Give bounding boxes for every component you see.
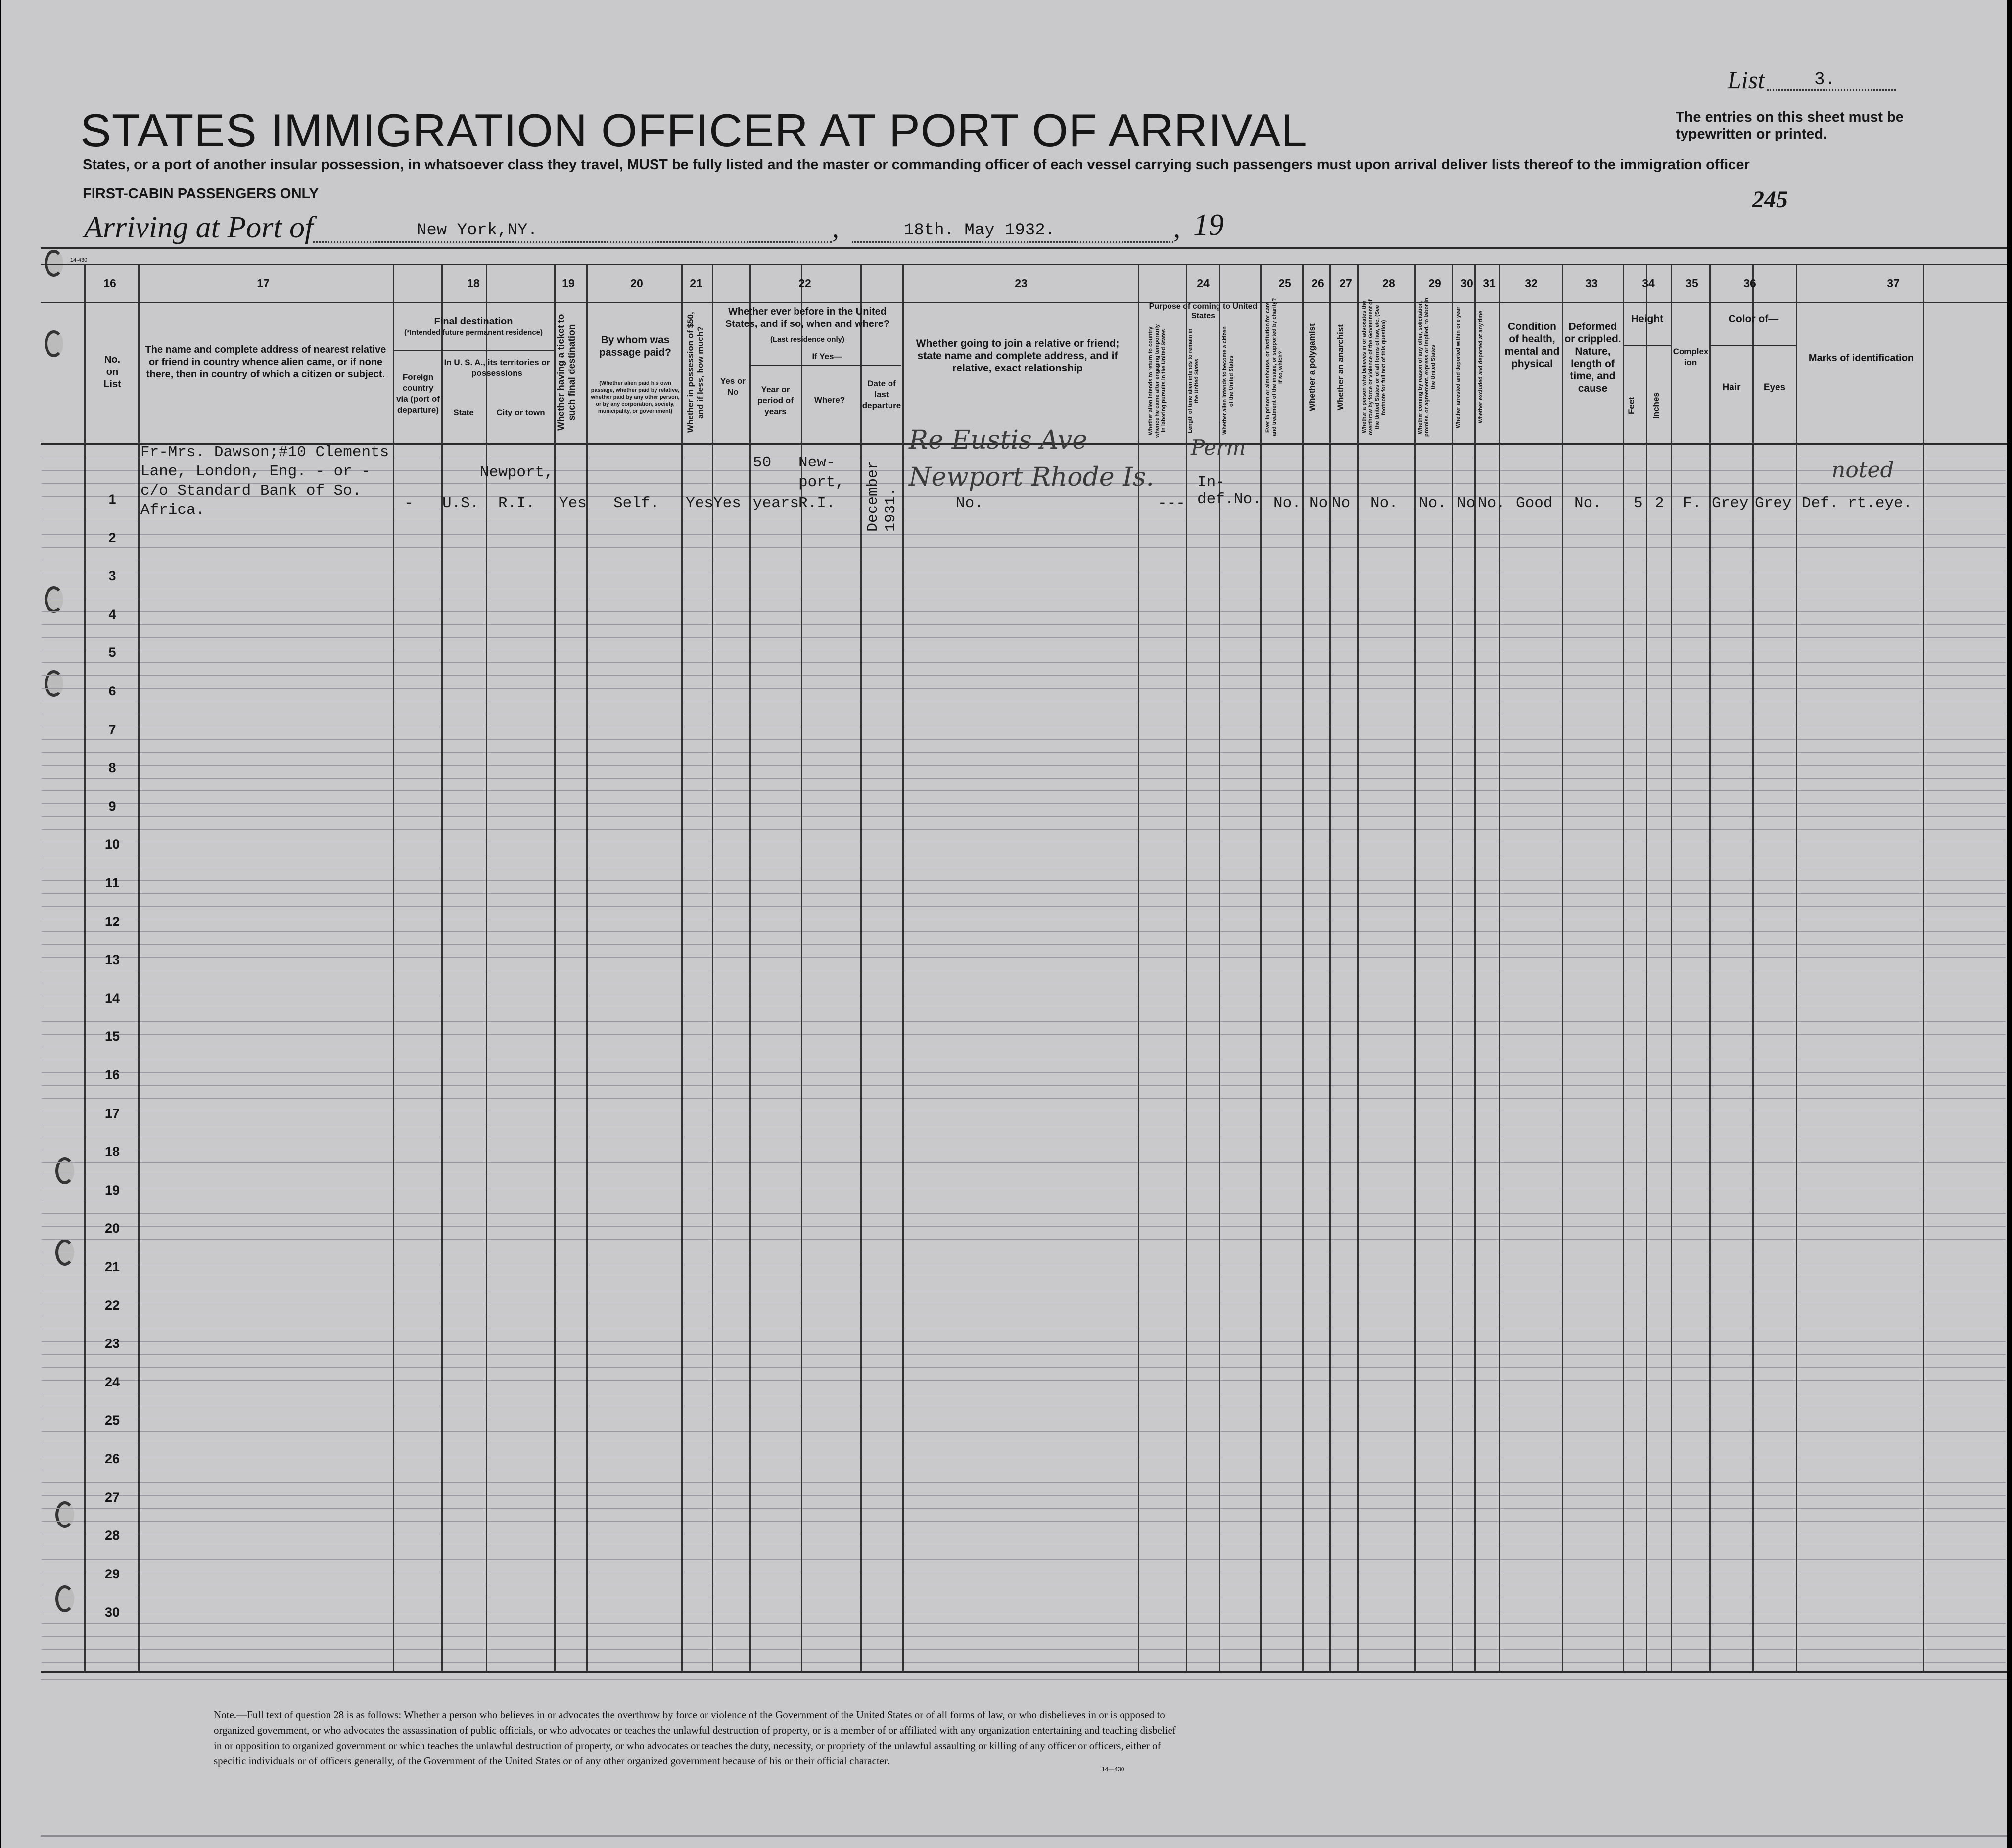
row-rule — [42, 752, 2006, 753]
binder-hole — [55, 1157, 74, 1184]
col-22-year-header: Year or period of years — [757, 385, 794, 416]
col-22-where-header: Where? — [814, 395, 845, 405]
row-number: 16 — [104, 1067, 120, 1082]
row-rule — [42, 1636, 2006, 1637]
row1-years-line2: years — [753, 495, 799, 512]
form-number-bottom: 14—430 — [1102, 1766, 1124, 1773]
column-line — [84, 265, 86, 1671]
col-34-feet-header: Feet — [1627, 397, 1636, 415]
row-rule — [42, 906, 2006, 907]
row1-complexion: F. — [1683, 495, 1702, 512]
col-34-header: Height — [1631, 313, 1664, 324]
col-20-subheader: (Whether alien paid his own passage, whether paid by relative, whether paid by any other person, or by any corporation, society, municipality, or government) — [591, 380, 680, 414]
column-line — [138, 265, 140, 1671]
col-30-header: Whether arrested and deported within one year — [1455, 306, 1461, 428]
col-36-eyes-header: Eyes — [1763, 382, 1786, 393]
row1-marks: Def. rt.eye. — [1802, 495, 1913, 512]
comma-separator: , — [1173, 213, 1180, 244]
row-number: 7 — [108, 722, 116, 737]
first-cabin-label: FIRST-CABIN PASSENGERS ONLY — [83, 186, 319, 202]
colnum-22: 22 — [798, 277, 811, 290]
row-number: 11 — [105, 876, 120, 890]
row-number: 23 — [104, 1336, 120, 1351]
colnum-21: 21 — [690, 277, 702, 290]
colnum-17: 17 — [257, 277, 270, 290]
row-rule — [42, 1495, 2006, 1496]
row1-departure-date — [864, 443, 900, 532]
col-36-hair-header: Hair — [1722, 382, 1741, 393]
row-rule — [42, 1085, 2006, 1086]
row1-state: U.S. — [442, 495, 479, 512]
row-rule — [42, 1508, 2006, 1509]
row1-health: Good — [1516, 495, 1553, 512]
binder-hole — [55, 1585, 74, 1612]
row-rule — [42, 765, 2006, 766]
row-rule — [42, 1213, 2006, 1214]
binder-hole — [45, 670, 63, 697]
row-rule — [42, 1098, 2006, 1099]
column-line — [1646, 265, 1647, 1671]
row1-inches: 2 — [1655, 495, 1664, 512]
row1-intend-return: --- — [1158, 495, 1185, 512]
col-24-length-header: Length of time alien intends to remain in the United States — [1187, 328, 1200, 433]
table-bottom-border — [41, 1671, 2007, 1673]
col-22-divider — [750, 365, 901, 366]
row1-ticket: Yes — [559, 495, 587, 512]
row-rule — [42, 1341, 2006, 1342]
row-number: 14 — [104, 990, 120, 1006]
col-29-header: Whether coming by reason of any offer, solicitation, promise, or agreement, express or implied, to labor in the United States — [1417, 297, 1436, 437]
row1-foreign-country: - — [404, 495, 414, 512]
col-28-header: Whether a person who believes in or advocates the overthrow by force or violence of the Government of the United States or of all forms of law, etc. (See footnote for full text of this question) — [1361, 299, 1387, 435]
col-27-header: Whether an anarchist — [1336, 324, 1345, 410]
column-line — [1671, 265, 1672, 1671]
col-18-state-header: State — [453, 408, 474, 417]
row1-where-line2: port, — [798, 474, 845, 491]
row-number: 30 — [104, 1605, 120, 1620]
row-number: 3 — [108, 568, 116, 584]
row1-relative-address: Fr-Mrs. Dawson;#10 Clements Lane, London, Eng. - or - c/o Standard Bank of So. Africa. — [140, 444, 389, 519]
row1-fifty-dollars: Yes — [686, 495, 713, 512]
col-31-header: Whether excluded and deported at any time — [1478, 311, 1484, 424]
comma-separator: , — [832, 213, 839, 244]
colnum-23: 23 — [1015, 277, 1028, 290]
column-line — [441, 265, 443, 1671]
row-number: 5 — [108, 645, 116, 660]
row-rule — [42, 1380, 2006, 1381]
row-rule — [42, 1072, 2006, 1073]
col-36-header: Color of— — [1728, 313, 1779, 324]
colnum-18: 18 — [467, 277, 480, 290]
col-33-header: Deformed or crippled. Nature, length of time, and cause — [1564, 321, 1621, 394]
colnum-24: 24 — [1197, 277, 1210, 290]
row-number: 21 — [104, 1259, 120, 1274]
col-17-header: The name and complete address of nearest relative or friend in country whence alien came, or if none there, then in country of which a citizen or subject. — [145, 344, 386, 380]
column-line — [1302, 265, 1304, 1671]
manifest-sheet — [1, 0, 2007, 1848]
colnum-37: 37 — [1887, 277, 1900, 290]
row-rule — [42, 1226, 2006, 1227]
row-rule — [42, 637, 2006, 638]
row1-purpose-handwriting: Perm — [1191, 435, 1246, 460]
colnum-25: 25 — [1278, 277, 1291, 290]
colnum-16: 16 — [103, 277, 116, 290]
column-line — [1752, 265, 1754, 1671]
row1-length-line2: def. — [1197, 491, 1234, 508]
row-rule — [42, 1559, 2006, 1560]
row-rule — [42, 1239, 2006, 1240]
binder-hole — [55, 1501, 74, 1528]
row-rule — [42, 662, 2006, 663]
row-number: 25 — [104, 1413, 120, 1428]
row-number: 9 — [108, 798, 116, 814]
column-line — [1796, 265, 1797, 1671]
col-19-header: Whether having a ticket to such final destination — [556, 314, 577, 431]
row-number: 28 — [104, 1528, 120, 1543]
row-number: 20 — [104, 1221, 120, 1236]
column-line — [681, 265, 683, 1671]
column-line — [1357, 265, 1359, 1671]
column-line — [860, 265, 862, 1671]
column-line — [1186, 265, 1187, 1671]
column-line — [1562, 265, 1563, 1671]
col-34-divider — [1624, 345, 1671, 346]
row-number: 17 — [104, 1106, 120, 1121]
row-rule — [42, 790, 2006, 791]
page-edge-line — [41, 1835, 2007, 1837]
row1-hair: Grey — [1712, 495, 1749, 512]
page-number: 245 — [1752, 186, 1788, 213]
row-number: 2 — [108, 530, 116, 545]
colnum-32: 32 — [1525, 277, 1538, 290]
row-number: 8 — [108, 760, 116, 776]
col-26-header: Whether a polygamist — [1308, 323, 1317, 411]
col-25-header: Ever in prison or almshouse, or institution for care and treatment of the insane, or supported by charity? If so, which? — [1265, 298, 1284, 437]
row1-feet: 5 — [1634, 495, 1643, 512]
col-18-foreign-header: Foreign country via (port of departure) — [396, 372, 440, 415]
row-number: 24 — [104, 1374, 120, 1389]
row1-length-line1: In- — [1197, 474, 1225, 491]
column-line — [1923, 265, 1924, 1671]
page-edge-line — [41, 1679, 2007, 1680]
column-line — [1329, 265, 1331, 1671]
row-rule — [42, 624, 2006, 625]
row1-city-line1: Newport, — [480, 464, 554, 481]
column-line — [902, 265, 904, 1671]
colnum-35: 35 — [1685, 277, 1698, 290]
row1-where-line3: R.I. — [798, 495, 836, 512]
row-rule — [42, 893, 2006, 894]
colnum-27: 27 — [1339, 277, 1352, 290]
column-line — [586, 265, 588, 1671]
row-rule — [42, 675, 2006, 676]
row-rule — [42, 778, 2006, 779]
column-line — [1452, 265, 1453, 1671]
col-32-header: Condition of health, mental and physical — [1504, 321, 1560, 370]
arriving-label: Arriving at Port of — [84, 211, 314, 244]
subtitle-line: States, or a port of another insular possession, in whatsoever class they travel, MUST be fully listed and the master or commanding officer of each vessel carrying such passengers must upon arrival deliver lists thereof to the immigration officer — [83, 157, 1750, 173]
row-rule — [42, 739, 2006, 740]
binder-hole — [55, 1239, 74, 1266]
row1-q31: No. — [1478, 495, 1505, 512]
row-number: 6 — [108, 684, 116, 698]
row1-join-handwriting-2: Newport Rhode Is. — [909, 462, 1154, 492]
row-number: 29 — [104, 1566, 120, 1581]
row-rule — [42, 1021, 2006, 1022]
col-35-header: Complexion — [1673, 347, 1709, 367]
binder-hole — [45, 586, 63, 613]
col-23-header: Whether going to join a relative or friend; state name and complete address, and if relative, exact relationship — [916, 338, 1120, 374]
column-line — [1499, 265, 1500, 1671]
row-rule — [42, 1034, 2006, 1035]
col-22-ifyes: If Yes— — [812, 352, 842, 361]
row1-paid-by: Self. — [613, 495, 660, 512]
row-rule — [42, 1649, 2006, 1650]
row-rule — [42, 1354, 2006, 1355]
col-37-header: Marks of identification — [1808, 353, 1914, 364]
colnum-33: 33 — [1585, 277, 1598, 290]
row1-eyes: Grey — [1755, 495, 1792, 512]
form-number-top: 14-430 — [70, 257, 88, 263]
column-line — [749, 265, 751, 1671]
col-18-usa-header: In U. S. A., its territories or possessions — [444, 358, 550, 378]
col-22-yesno-header: Yes or No — [720, 376, 746, 397]
row-number: 22 — [104, 1297, 120, 1313]
col-36-divider — [1710, 345, 1797, 346]
footnote: Note.—Full text of question 28 is as follows: Whether a person who believes in or advocates the overthrow by force or violence of the Government of the United States or of all forms of law, or who disbelieves in or is opposed to organized government, or who advocates the assassination of public officials, or who advocates or teaches the unlawful destruction of property, or is a member of or affiliated with any organization entertaining and teaching disbelief in or opposition to organized government or which teaches the unlawful destruction of property, or who advocates or teaches the duty, necessity, or propriety of the unlawful assaulting or killing of any officer or officers, either of specific individuals or of officers generally, of the Government of the United States or of any other organized government because of his or their official character. — [214, 1709, 1176, 1767]
port-underline — [313, 241, 832, 243]
row-rule — [42, 534, 2006, 535]
row-number: 12 — [104, 914, 120, 929]
row-rule — [42, 1162, 2006, 1163]
row-rule — [42, 611, 2006, 612]
colnum-31: 31 — [1483, 277, 1496, 290]
row-number: 19 — [104, 1182, 120, 1198]
page-title: STATES IMMIGRATION OFFICER AT PORT OF ARRIVAL — [80, 104, 1308, 156]
row-rule — [42, 688, 2006, 689]
colnum-29: 29 — [1428, 277, 1441, 290]
column-line — [554, 265, 556, 1671]
table-header-rule — [41, 302, 2007, 303]
colnum-28: 28 — [1382, 277, 1395, 290]
row1-anarchist: No — [1332, 495, 1351, 512]
column-line — [1623, 265, 1624, 1671]
column-line — [1709, 265, 1711, 1671]
col-24-citizen-header: Whether alien intends to become a citizen of the United States — [1222, 326, 1234, 435]
row-number: 10 — [104, 837, 120, 852]
col-20-header: By whom was passage paid? — [599, 334, 671, 358]
colnum-19: 19 — [562, 277, 575, 290]
row-number: 27 — [104, 1489, 120, 1505]
col-24-return-header: Whether alien intends to return to country whence he came after engaging temporarily in laboring pursuits in the United States — [1148, 324, 1167, 438]
row-rule — [42, 803, 2006, 804]
row-rule — [42, 547, 2006, 548]
row1-q30: No — [1457, 495, 1476, 512]
col-18-subtitle: (*Intended future permanent residence) — [404, 328, 543, 337]
row-rule — [42, 931, 2006, 932]
col-22-title: Whether ever before in the United States, and if so, when and where? — [725, 306, 890, 329]
colnum-26: 26 — [1311, 277, 1324, 290]
row1-deformed: No. — [1574, 495, 1602, 512]
table-colnum-border — [41, 264, 2007, 265]
row-number: 26 — [104, 1451, 120, 1466]
list-number: 3. — [1814, 69, 1836, 90]
col-16-header: No. on List — [103, 354, 121, 390]
row1-become-citizen: No. — [1234, 491, 1262, 508]
row-rule — [42, 1662, 2006, 1663]
row1-city-line2: R.I. — [498, 495, 535, 512]
colnum-36: 36 — [1743, 277, 1756, 290]
row1-departure-year: 1931. — [883, 487, 899, 532]
row-number: 13 — [104, 952, 120, 968]
port-value: New York,NY. — [417, 221, 538, 240]
year-prefix: 19 — [1193, 208, 1224, 242]
arrival-date: 18th. May 1932. — [904, 221, 1056, 240]
row-rule — [42, 944, 2006, 945]
col-22-subtitle: (Last residence only) — [770, 335, 845, 344]
row-number: 18 — [104, 1144, 120, 1159]
col-18-title: Final destination — [434, 316, 513, 327]
row-rule — [42, 829, 2006, 830]
binder-hole — [45, 250, 63, 277]
column-line — [712, 265, 713, 1671]
col-18-divider — [394, 350, 555, 351]
row1-polygamist: No — [1310, 495, 1328, 512]
row-rule — [42, 1623, 2006, 1624]
row-number: 15 — [104, 1029, 120, 1044]
row1-departure-month: December — [865, 460, 882, 532]
binder-hole — [45, 330, 63, 357]
row-rule — [42, 880, 2006, 881]
row1-q28: No. — [1370, 495, 1398, 512]
col-21-header: Whether in possession of $50, and if less, how much? — [686, 312, 705, 433]
row1-join-handwriting-1: Re Eustis Ave — [909, 425, 1087, 455]
row1-marks-handwriting: noted — [1831, 458, 1894, 483]
list-label: List — [1728, 66, 1765, 93]
row-number: 1 — [108, 492, 116, 507]
row1-years-line1: 50 — [753, 454, 772, 471]
row-rule — [42, 957, 2006, 958]
row1-q25: No. — [1273, 495, 1301, 512]
col-18-city-header: City or town — [496, 408, 545, 417]
date-underline — [852, 241, 1173, 243]
colnum-30: 30 — [1460, 277, 1473, 290]
row1-where-line1: New- — [798, 454, 836, 471]
row-rule — [42, 1367, 2006, 1368]
column-line — [1260, 265, 1262, 1671]
col-34-inches-header: Inches — [1651, 392, 1661, 419]
row-number: 4 — [108, 606, 116, 622]
row1-join: No. — [956, 495, 983, 512]
col-24-title: Purpose of coming to United States — [1149, 302, 1258, 320]
row-rule — [42, 1431, 2006, 1432]
entries-note: The entries on this sheet must be typewritten or printed. — [1676, 109, 1904, 142]
col-22-date-header: Date of last departure — [862, 379, 901, 410]
column-line — [1474, 265, 1476, 1671]
row1-been-before: Yes — [713, 495, 741, 512]
colnum-34: 34 — [1642, 277, 1655, 290]
colnum-20: 20 — [630, 277, 643, 290]
row-rule — [42, 816, 2006, 817]
row-rule — [42, 1482, 2006, 1483]
row-rule — [42, 1521, 2006, 1522]
column-line — [393, 265, 394, 1671]
column-line — [1414, 265, 1416, 1671]
row1-q29: No. — [1419, 495, 1447, 512]
table-top-border — [41, 247, 2007, 249]
